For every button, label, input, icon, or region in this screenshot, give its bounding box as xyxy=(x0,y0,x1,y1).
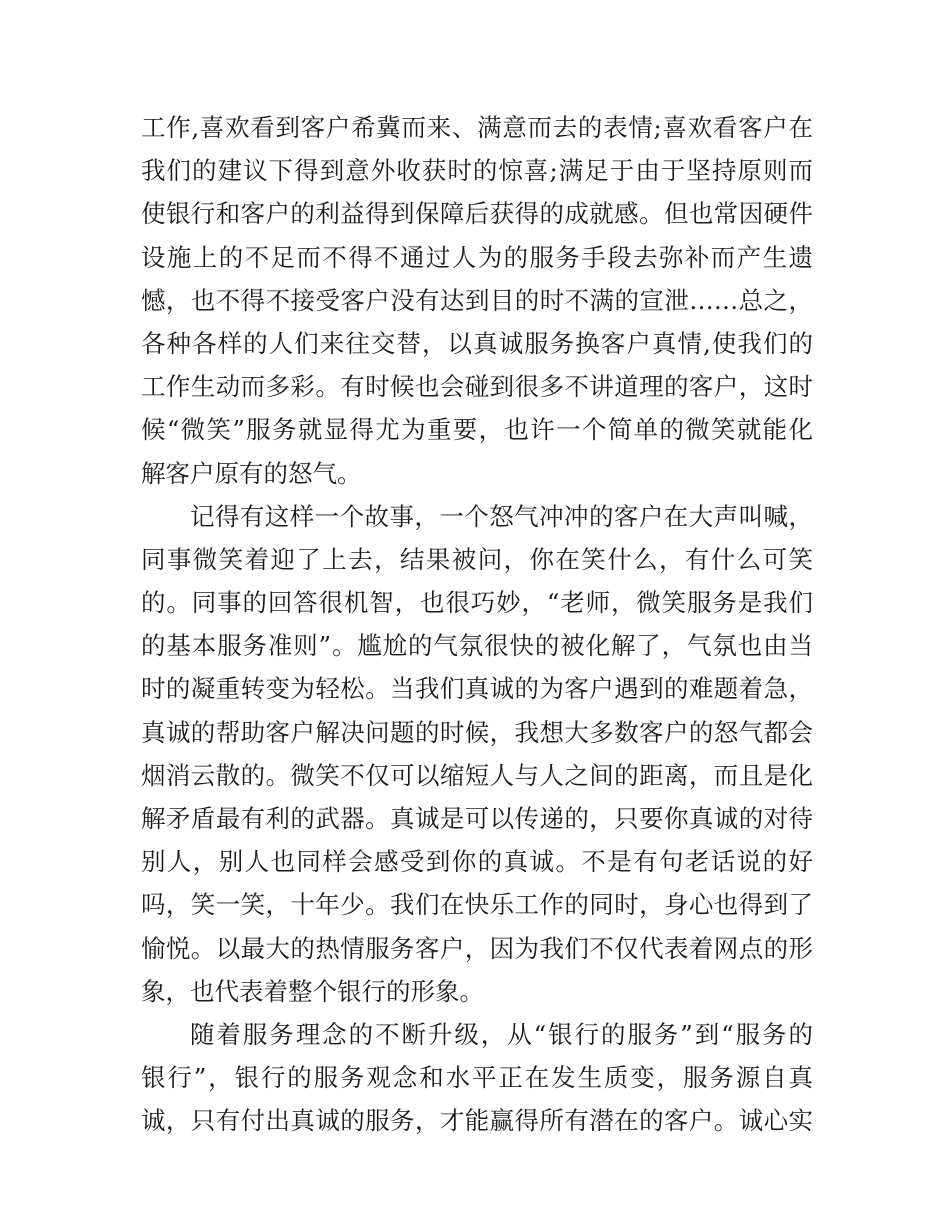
text-line: 的。同事的回答很机智，也很巧妙，“老师，微笑服务是我们 xyxy=(141,588,813,618)
text-line: 象，也代表着整个银行的形象。 xyxy=(141,976,484,1006)
text-line: 诚，只有付出真诚的服务，才能赢得所有潜在的客户。诚心实 xyxy=(141,1106,813,1136)
paragraph-3 xyxy=(141,1013,813,1143)
text-line: 工作,喜欢看到客户希冀而来、满意而去的表情;喜欢看客户在 xyxy=(141,113,813,142)
text-line: 同事微笑着迎了上去，结果被问，你在笑什么，有什么可笑 xyxy=(141,544,813,574)
document-body xyxy=(141,106,813,1143)
text-line: 各种各样的人们来往交替，以真诚服务换客户真情,使我们的 xyxy=(141,328,813,358)
text-line: 愉悦。以最大的热情服务客户，因为我们不仅代表着网点的形 xyxy=(141,933,813,963)
text-line: 设施上的不足而不得不通过人为的服务手段去弥补而产生遗 xyxy=(141,242,813,272)
paragraph-1 xyxy=(141,106,813,495)
paragraph-2 xyxy=(141,495,813,1013)
text-line: 候“微笑”服务就显得尤为重要，也许一个简单的微笑就能化 xyxy=(141,415,813,445)
text-line: 解客户原有的怒气。 xyxy=(141,458,362,488)
text-line: 吗，笑一笑，十年少。我们在快乐工作的同时，身心也得到了 xyxy=(141,890,813,920)
text-line: 记得有这样一个故事，一个怒气冲冲的客户在大声叫喊， xyxy=(190,501,813,531)
text-line: 使银行和客户的利益得到保障后获得的成就感。但也常因硬件 xyxy=(141,199,813,229)
text-line: 解矛盾最有利的武器。真诚是可以传递的，只要你真诚的对待 xyxy=(141,804,813,833)
text-line: 我们的建议下得到意外收获时的惊喜;满足于由于坚持原则而 xyxy=(141,156,813,186)
text-line: 时的凝重转变为轻松。当我们真诚的为客户遇到的难题着急， xyxy=(141,674,813,704)
text-line: 真诚的帮助客户解决问题的时候，我想大多数客户的怒气都会 xyxy=(141,717,813,747)
text-line: 随着服务理念的不断升级，从“银行的服务”到“服务的 xyxy=(190,1019,813,1049)
text-line: 烟消云散的。微笑不仅可以缩短人与人之间的距离，而且是化 xyxy=(141,760,813,790)
text-line: 憾，也不得不接受客户没有达到目的时不满的宣泄……总之， xyxy=(141,285,813,315)
text-line: 银行”，银行的服务观念和水平正在发生质变，服务源自真 xyxy=(141,1063,813,1093)
text-line: 工作生动而多彩。有时候也会碰到很多不讲道理的客户，这时 xyxy=(141,372,813,402)
text-line: 别人，别人也同样会感受到你的真诚。不是有句老话说的好 xyxy=(141,847,813,877)
text-line: 的基本服务准则”。尴尬的气氛很快的被化解了，气氛也由当 xyxy=(141,631,813,661)
